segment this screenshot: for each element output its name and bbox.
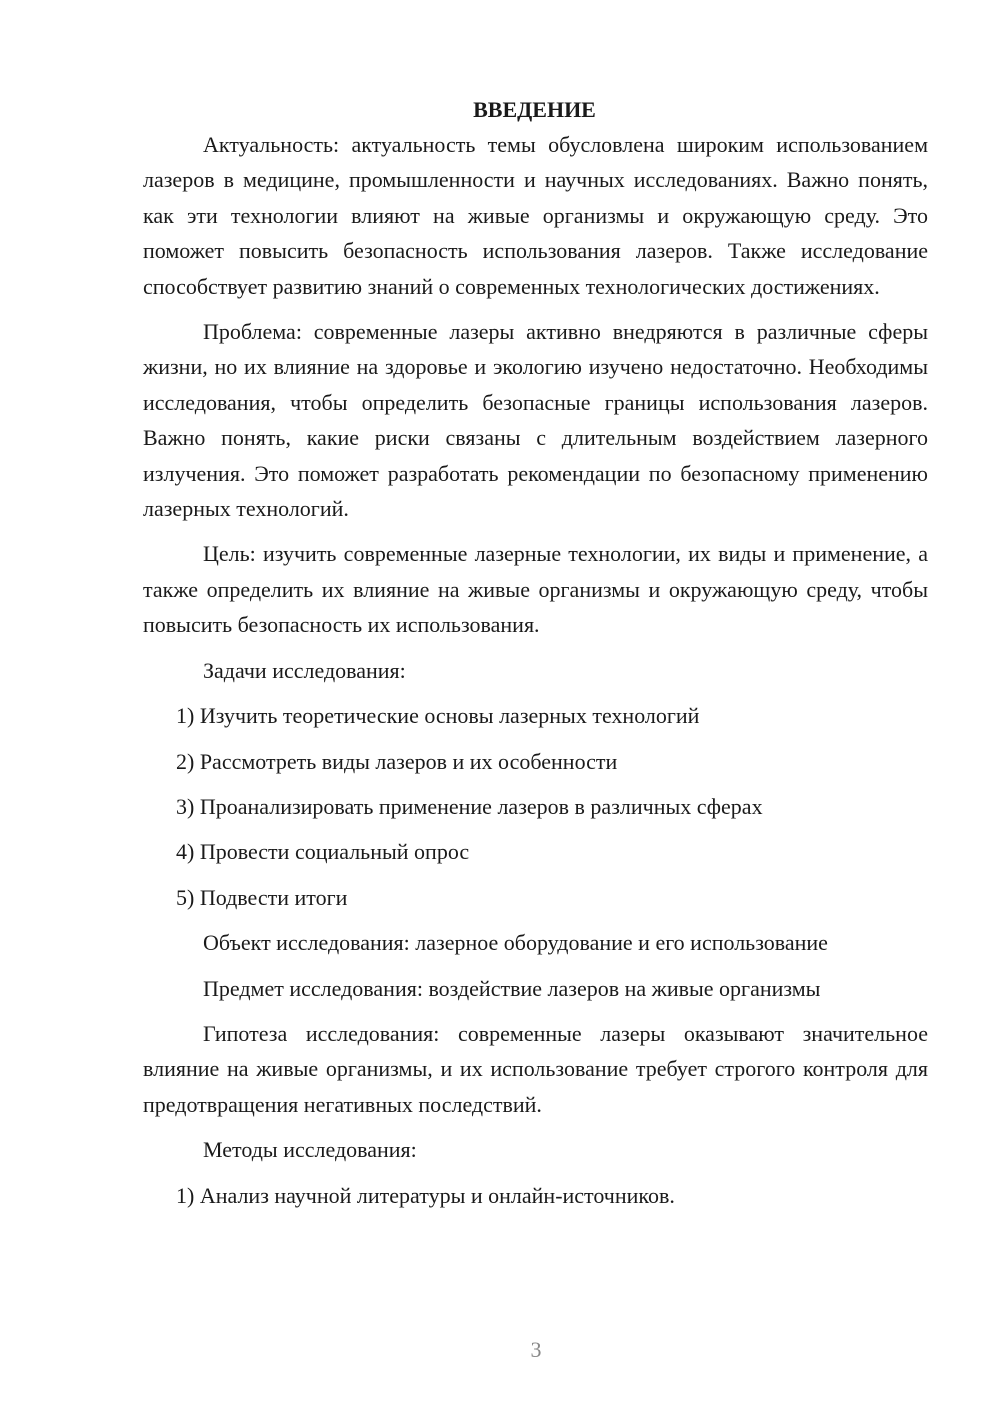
research-subject: Предмет исследования: воздействие лазеров на живые организмы [203, 975, 821, 1001]
section-title [143, 92, 928, 127]
list-item: 5) Подвести итоги [176, 884, 348, 910]
list-item: 2) Рассмотреть виды лазеров и их особенности [176, 748, 618, 774]
paragraph-problem: Проблема: современные лазеры активно внедряются в различные сферы жизни, но их влияние на здоровье и экологию изучено недостаточно. Необходимы исследования, чтобы определить безопасные границы использования лазеров. Важно понять, какие риски связаны с длительным воздействием лазерного излучения. Это поможет разработать рекомендации по безопасному применению лазерных технологий. [143, 319, 928, 522]
paragraph-hypothesis: Гипотеза исследования: современные лазеры оказывают значительное влияние на живые организмы, и их использование требует строгого контроля для предотвращения негативных последствий. [143, 1020, 928, 1117]
document-page [143, 92, 928, 1213]
tasks-heading: Задачи исследования: [203, 657, 406, 683]
paragraph-relevance: Актуальность: актуальность темы обусловлена широким использованием лазеров в медицине, промышленности и научных исследованиях. Важно понять, как эти технологии влияют на живые организмы и окружающую среду. Это поможет повысить безопасность использования лазеров. Также исследование способствует развитию знаний о современных технологических достижениях. [143, 132, 928, 299]
list-item: 1) Анализ научной литературы и онлайн-источников. [176, 1182, 675, 1208]
list-item: 1) Изучить теоретические основы лазерных технологий [176, 703, 700, 729]
tasks-list [143, 698, 928, 915]
section-title-text: ВВЕДЕНИЕ [473, 97, 596, 122]
list-item: 3) Проанализировать применение лазеров в различных сферах [176, 793, 763, 819]
page-number: 3 [530, 1337, 542, 1362]
methods-list [143, 1178, 928, 1213]
research-object: Объект исследования: лазерное оборудование и его использование [203, 930, 828, 956]
paragraph-goal: Цель: изучить современные лазерные технологии, их виды и применение, а также определить их влияние на живые организмы и окружающую среду, чтобы повысить безопасность их использования. [143, 541, 928, 638]
methods-heading: Методы исследования: [203, 1137, 417, 1163]
list-item: 4) Провести социальный опрос [176, 839, 470, 865]
